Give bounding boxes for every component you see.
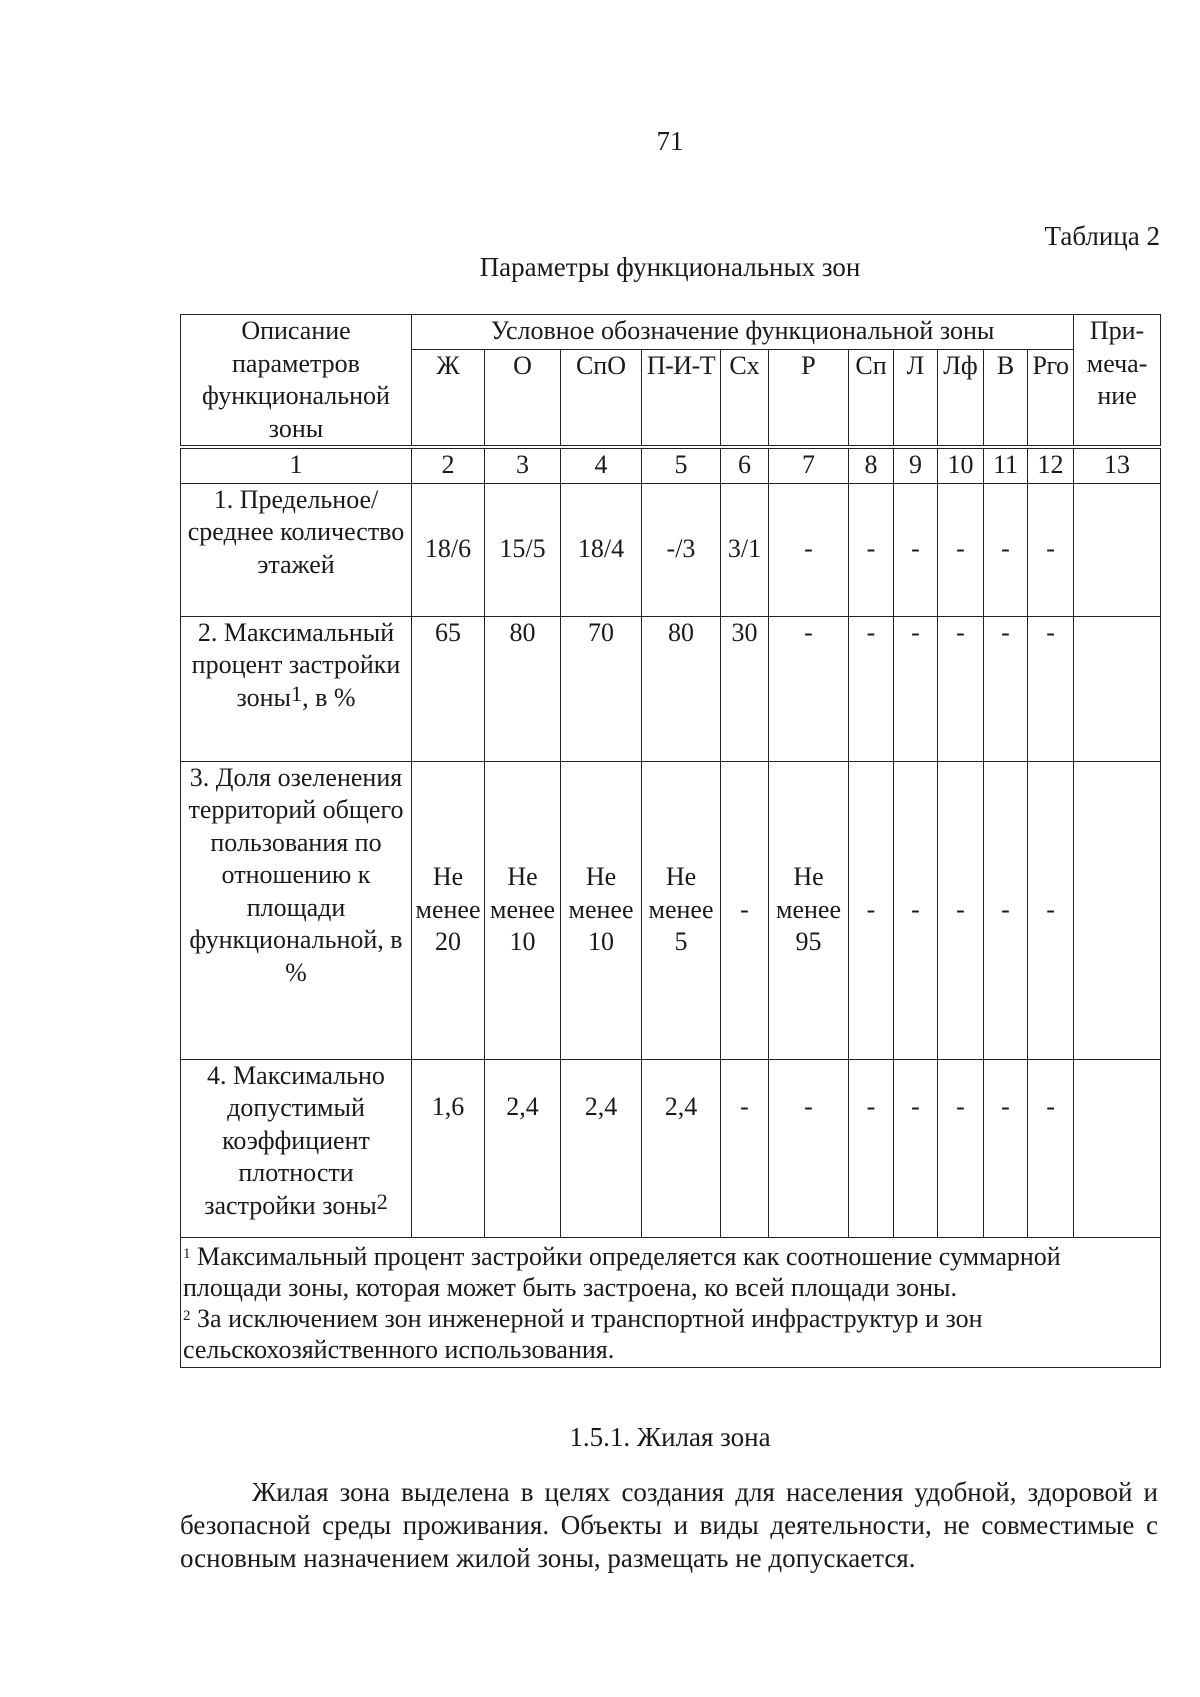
footnote-2: [183, 1303, 1160, 1365]
column-number: 7: [769, 447, 849, 483]
zone-code: О: [485, 349, 561, 447]
table-cell: -: [984, 616, 1028, 761]
header-description: Описание параметров функциональной зоны: [181, 315, 412, 448]
table-cell: -: [1028, 761, 1074, 1059]
zone-code: В: [984, 349, 1028, 447]
note-cell: [1074, 616, 1161, 761]
table-cell: Не менее 10: [485, 761, 561, 1059]
table-cell: -: [984, 483, 1028, 616]
table-cell: -: [894, 616, 938, 761]
note-cell: [1074, 483, 1161, 616]
table-cell: -: [894, 483, 938, 616]
table-cell: -: [938, 761, 984, 1059]
column-number: 10: [938, 447, 984, 483]
table-row-coverage: [181, 616, 1161, 761]
row-label: [181, 1059, 412, 1237]
table-cell: -: [938, 616, 984, 761]
column-number: 11: [984, 447, 1028, 483]
note-cell: [1074, 1059, 1161, 1237]
table-cell: 18/4: [561, 483, 642, 616]
column-number: 4: [561, 447, 642, 483]
table-cell: -: [1028, 616, 1074, 761]
table-row-floors: [181, 483, 1161, 616]
table-cell: 65: [412, 616, 485, 761]
zone-code: Р: [769, 349, 849, 447]
zone-code: Лф: [938, 349, 984, 447]
table-title: Параметры функциональных зон: [479, 252, 861, 282]
table-caption: Таблица 2: [1044, 221, 1160, 251]
table-cell: 15/5: [485, 483, 561, 616]
table-cell: Не менее 95: [769, 761, 849, 1059]
table-cell: -/3: [642, 483, 721, 616]
table-cell: -: [849, 1059, 894, 1237]
footnotes-row: [181, 1237, 1161, 1367]
note-cell: [1074, 761, 1161, 1059]
column-number: 5: [642, 447, 721, 483]
table-cell: 2,4: [642, 1059, 721, 1237]
column-number: 13: [1074, 447, 1161, 483]
table-row-density: [181, 1059, 1161, 1237]
footnote-text: За исключением зон инженерной и транспортной инфраструктур и зон сельскохозяйственного использования.: [183, 1303, 983, 1364]
zone-code: Ж: [412, 349, 485, 447]
table-cell: 2,4: [485, 1059, 561, 1237]
header-row-1: [181, 315, 1161, 350]
header-zone-group: Условное обозначение функциональной зоны: [412, 315, 1074, 350]
table-cell: -: [769, 1059, 849, 1237]
table-cell: 1,6: [412, 1059, 485, 1237]
row-label: 1. Предельное/ среднее количество этажей: [181, 483, 412, 616]
column-number: 2: [412, 447, 485, 483]
table-cell: 80: [642, 616, 721, 761]
row-label-tail: , в %: [302, 682, 356, 712]
header-note: При-меча-ние: [1074, 315, 1161, 448]
table-cell: 70: [561, 616, 642, 761]
column-number: 3: [485, 447, 561, 483]
body-paragraph: Жилая зона выделена в целях создания для населения удобной, здоровой и безопасной среды проживания. Объекты и виды деятельности, не совместимые с основным назначением жилой зоны, размещать не допускается.: [180, 1477, 1158, 1573]
table-cell: -: [984, 1059, 1028, 1237]
table-cell: -: [849, 761, 894, 1059]
row-label: [181, 616, 412, 761]
table-cell: -: [769, 483, 849, 616]
footnote-1: [183, 1241, 1160, 1303]
table-cell: -: [849, 483, 894, 616]
column-number: 1: [181, 447, 412, 483]
table-row-greening: [181, 761, 1161, 1059]
footnote-ref-1: 1: [291, 680, 303, 706]
section-heading: 1.5.1. Жилая зона: [569, 1422, 771, 1452]
zone-code: СпО: [561, 349, 642, 447]
table-cell: 18/6: [412, 483, 485, 616]
table-cell: Не менее 10: [561, 761, 642, 1059]
table-cell: 30: [721, 616, 769, 761]
column-number: 9: [894, 447, 938, 483]
footnote-text: Максимальный процент застройки определяется как соотношение суммарной площади зоны, которая может быть застроена, ко всей площади зоны.: [183, 1241, 1061, 1302]
table-cell: -: [721, 1059, 769, 1237]
table-cell: -: [721, 761, 769, 1059]
column-number: 12: [1028, 447, 1074, 483]
footnote-mark: 2: [183, 1307, 191, 1324]
zone-code: Рго: [1028, 349, 1074, 447]
page-number: 71: [656, 126, 684, 156]
zone-code: Сх: [721, 349, 769, 447]
table-cell: -: [769, 616, 849, 761]
table-cell: -: [984, 761, 1028, 1059]
column-number: 8: [849, 447, 894, 483]
table-cell: 2,4: [561, 1059, 642, 1237]
table-cell: -: [894, 1059, 938, 1237]
row-label-text: 4. Максимально допустимый коэффициент плотности застройки зоны: [204, 1060, 385, 1220]
table-cell: -: [1028, 1059, 1074, 1237]
table-cell: 3/1: [721, 483, 769, 616]
table-cell: -: [894, 761, 938, 1059]
footnote-ref-2: 2: [376, 1188, 388, 1214]
table-cell: Не менее 20: [412, 761, 485, 1059]
row-label: 3. Доля озеленения территорий общего пользования по отношению к площади функциональной, в %: [181, 761, 412, 1059]
table-cell: -: [938, 483, 984, 616]
zone-code: Л: [894, 349, 938, 447]
table-cell: -: [849, 616, 894, 761]
footnote-mark: 1: [183, 1245, 191, 1262]
column-number-row: [181, 447, 1161, 483]
footnotes: [181, 1237, 1161, 1367]
column-number: 6: [721, 447, 769, 483]
table-cell: -: [1028, 483, 1074, 616]
zone-code: П-И-Т: [642, 349, 721, 447]
table-cell: Не менее 5: [642, 761, 721, 1059]
table-cell: -: [938, 1059, 984, 1237]
row-label-text: 2. Максимальный процент застройки зоны: [191, 617, 401, 712]
table-cell: 80: [485, 616, 561, 761]
parameters-table: [180, 314, 1161, 1368]
zone-code: Сп: [849, 349, 894, 447]
